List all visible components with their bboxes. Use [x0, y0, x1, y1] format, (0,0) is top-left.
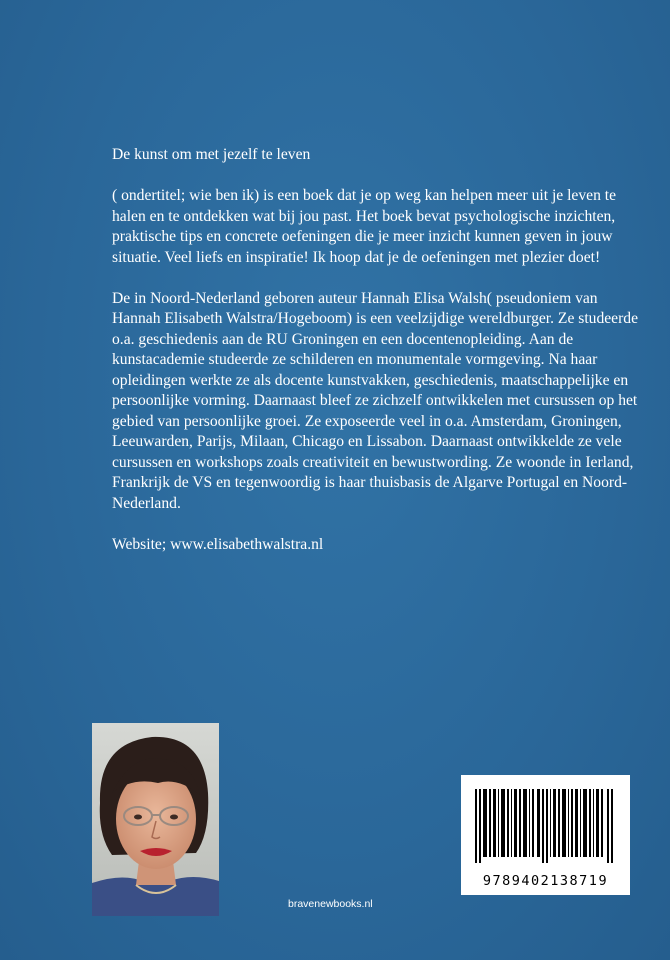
author-portrait-image [92, 723, 219, 916]
barcode-bars-image [461, 775, 630, 875]
author-photo [92, 723, 219, 916]
title-line: De kunst om met jezelf te leven [112, 146, 311, 163]
author-bio: De in Noord-Nederland geboren auteur Hannah Elisa Walsh( pseudoniem van Hannah Elisabeth Walstra/Hogeboom) is een veelzijdige wereldburger. Ze studeerde o.a. geschiedenis aan de RU Groningen en een docentenopleiding. Aan de kunstacademie studeerde ze schilderen en monumentale vormgeving. Na haar opleidingen werkte ze als docente kunstvakken, geschiedenis, maatschappelijke en persoonlijke vorming. Daarnaast bleef ze zichzelf ontwikkelen met cursussen op het gebied van persoonlijke groei. Ze exposeerde veel in o.a. Amsterdam, Groningen, Leeuwarden, Parijs, Milaan, Chicago en Lissabon. Daarnaast ontwikkelde ze vele cursussen en workshops zoals creativiteit en bewustwording. Ze woonde in Ierland, Frankrijk de VS en tegenwoordig is haar thuisbasis de Algarve Portugal en Noord- Nederland. [112, 289, 639, 512]
barcode [461, 775, 630, 895]
book-description: ( ondertitel; wie ben ik) is een boek dat je op weg kan helpen meer uit je leven te halen en te ontdekken wat bij jou past. Het boek bevat psychologische inzichten, praktische tips en concrete oefeningen die je meer inzicht kunnen geven in jouw situatie. Veel liefs en inspiratie! Ik hoop dat je de oefeningen met plezier doet! [112, 187, 617, 266]
website-line: Website; www.elisabethwalstra.nl [112, 535, 324, 553]
back-cover-text [112, 145, 642, 576]
publisher-name[interactable]: bravenewbooks.nl [288, 898, 373, 910]
isbn-digits: 9789402138719 [482, 873, 609, 889]
